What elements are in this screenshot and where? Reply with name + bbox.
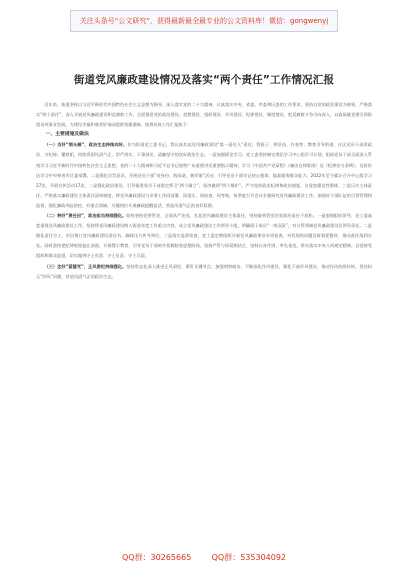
paragraph-3-text: 坚持常态化深入推进正风肃纪，紧盯关键节点，加强明察暗访，不断深化作风建设，强化干部作风建设，推动作风持续好转，坚决纠正“四风”问题，营造风清气正的政治生态。 bbox=[36, 263, 372, 279]
document-title: 街道党风廉政建设情况及落实“两个责任”工作情况汇报 bbox=[73, 74, 335, 86]
paragraph-1 bbox=[36, 140, 372, 211]
paragraph-1-text: 作为街道党工委书记，我认真扛起党风廉政建设“第一责任人”责任，管班子、带队伍、作表率，教育引导街道、社区党员干部讲政治、守纪律、懂规矩，持续巩固风清气正、崇严尚实、干事创业、清廉坚守的良好政治生态。一是加强理论学习。党工委坚持制定理论学习中心组学习计划，组织党员干部全面深入系统学习习近平新时代中国特色社会主义思想、党的二十大精神和习近平总书记视察广东重要讲话重要指示精神，学习《中国共产党章程》《廉洁自律准则》及《纪律处分条例》，及时传达学习中央和省市区委部署。二是强化宗旨意识。开展党员干部“亮身份、践承诺、树形象”活动，引导党员干部牢记初心使命，提高服务群众能力。2022年至今累计召开中心组学习27次，开展宣传活动17次，二是强化政治建设。引导街道党员干部坚定捍卫“两个确立”、坚决做到“两个维护”，严守党的政治纪律和政治规矩，自觉加强党性锻炼。三是压实主体责任。严格落实廉政建设主体责任清单制度，将党风廉政建设与业务工作同部署、同落实、同检查、同考核，每季度召开会议专题研究党风廉政建设工作。加强对干部队伍的日常管理和监督，强化廉政风险防控，对重点领域、关键岗位开展廉政提醒谈话，营造风清气正的良好氛围。 bbox=[36, 142, 372, 208]
paragraph-3-lead: （三）念好“紧箍咒”，正风肃纪持续强化。 bbox=[44, 263, 127, 269]
paragraph-2-text: 始终坚持党要管党、全面从严治党，扛起党风廉政建设主体责任，坚持做到管党治党政治责任不放松。一是加强组织领导，党工委高度重视党风廉政建设工作，坚持将党风廉政建设纳入街道年度工作重点内容，成立党风廉政建设工作领导小组，明确班子成员“一岗双责”，对分管领域党风廉政建设负领导责任。二是细化责任分工，层层签订党风廉政建设责任书，确保压力传导到位。三是落实监督检查，党工委定期组织开展党风廉政建设专项检查，对发现的问题及时督促整改，推动责任落到实处。同时坚持把纪律规矩挺在前面，开展警示教育，引导党员干部筑牢拒腐防变思想防线，坚持严管与厚爱相结合，坚持以身作则、率先垂范，带头落实中央八项规定精神，自觉接受组织和群众监督，切实做到守土有责、守土负责、守土尽责。 bbox=[36, 213, 372, 259]
promo-banner-text: 关注头条号“公文研究”，获得最新最全最专业的公文资料库！微信：gongwenyj bbox=[79, 17, 329, 25]
paragraph-2 bbox=[36, 211, 372, 261]
intro-paragraph: 近年来，街道坚持以习近平新时代中国特色社会主义思想为指导，深入落实党的二十大精神，认真落实中央、省委、市委和区委的工作要求，坚持以党的政治建设为统领，严格落实“两个责任”，深入开展党风廉政建设和反腐败工作，全面推进党的政治建设、思想建设、组织建设、作风建设、纪律建设、制度建设，把反腐败斗争引向深入，以高质量党建引领街道各项事业发展，为建设幸福和谐美好家园提供坚强保障。现将具体工作汇报如下： bbox=[36, 102, 372, 128]
footer-qq-group-2: QQ群：535304092 bbox=[211, 553, 287, 562]
document-body bbox=[36, 100, 372, 282]
paragraph-2-lead: （二）种好“责任田”，政治担当持续强化。 bbox=[44, 213, 127, 219]
section-heading: 一、主要措施及做法 bbox=[45, 132, 89, 138]
paragraph-3 bbox=[36, 262, 372, 282]
footer-qq-group-1: QQ群：30265665 bbox=[121, 553, 192, 562]
promo-banner[interactable] bbox=[70, 10, 338, 32]
paragraph-1-lead: （一）当好“领头雁”，政治生态持续向好。 bbox=[44, 142, 128, 148]
footer-qq-groups bbox=[0, 552, 408, 563]
